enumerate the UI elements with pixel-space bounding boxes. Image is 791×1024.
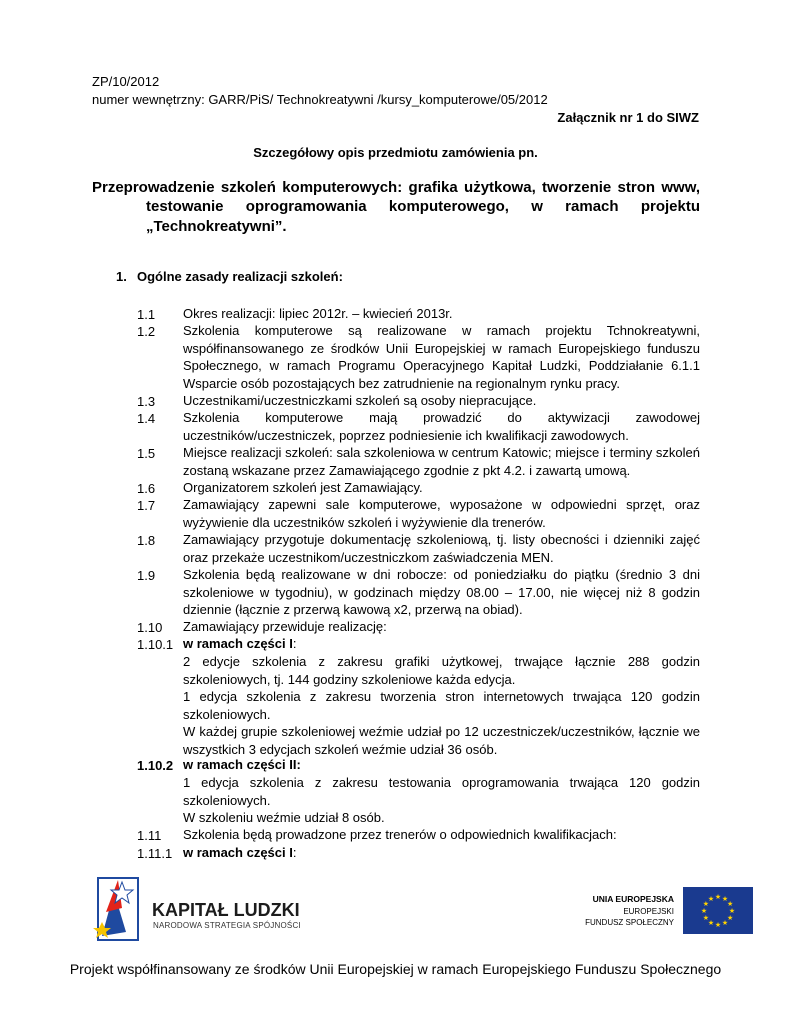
item-text: Społecznego, w ramach Programu Operacyjnego Kapitał Ludzki, Poddziałanie 6.1.1 bbox=[183, 358, 700, 373]
subitem-label: w ramach części II: bbox=[183, 757, 301, 772]
item-text: dziennie (łącznie z przerwą kawową x2, przerwą na obiad). bbox=[183, 602, 523, 617]
item-text: Miejsce realizacji szkoleń: sala szkoleniowa w centrum Katowic; miejsce i terminy szkoleń bbox=[183, 445, 700, 460]
list-item bbox=[183, 392, 700, 410]
item-text: zostaną wskazane przez Zamawiającego zgodnie z pkt 4.2. i zawartą umową. bbox=[183, 462, 631, 478]
list-item bbox=[183, 826, 700, 844]
title-line: „Technokreatywni”. bbox=[146, 218, 287, 235]
list-item bbox=[183, 479, 700, 497]
item-text: Szkolenia będą realizowane w dni robocze: od poniedziałku do piątku (średnio 3 dni bbox=[183, 567, 700, 582]
subitem-body bbox=[183, 653, 700, 758]
eu-star-icon: ★ bbox=[721, 920, 729, 928]
item-text: szkoleniowych. bbox=[183, 792, 271, 808]
item-text: W każdej grupie szkoleniowej weźmie udział po 12 uczestniczek/uczestników, łącznie we bbox=[183, 724, 700, 739]
item-text: uczestników/uczestniczek, poprzez podniesienie ich kwalifikacji zawodowych. bbox=[183, 427, 629, 443]
item-text: Szkolenia komputerowe mają prowadzić do aktywizacji zawodowej bbox=[183, 410, 700, 425]
list-item bbox=[183, 409, 700, 444]
item-text: Zamawiający przewiduje realizację: bbox=[183, 619, 387, 634]
item-text: oraz przekaże uczestnikom/uczestniczkom zaświadczenia MEN. bbox=[183, 549, 554, 565]
eu-line-2: EUROPEJSKI bbox=[623, 907, 674, 916]
title-line: testowanie oprogramowania komputerowego, w ramach projektu bbox=[146, 198, 700, 215]
reference-number: ZP/10/2012 bbox=[92, 74, 160, 89]
kapital-ludzki-title: KAPITAŁ LUDZKI bbox=[152, 900, 300, 920]
eu-star-icon: ★ bbox=[726, 915, 734, 922]
subitem-label: w ramach części I bbox=[183, 636, 293, 651]
eu-line-3: FUNDUSZ SPOŁECZNY bbox=[585, 918, 674, 927]
item-text: Szkolenia będą prowadzone przez trenerów o odpowiednich kwalifikacjach: bbox=[183, 827, 617, 842]
item-number: 1.4 bbox=[137, 411, 156, 426]
doc-title-continued bbox=[146, 197, 700, 237]
title-line: Przeprowadzenie szkoleń komputerowych: grafika użytkowa, tworzenie stron www, bbox=[92, 179, 700, 196]
eu-star-icon: ★ bbox=[702, 901, 710, 908]
item-text: Zamawiający przygotuje dokumentację szkoleniową, tj. listy obecności i dzienniki zajęć bbox=[183, 532, 700, 547]
section-heading: Ogólne zasady realizacji szkoleń: bbox=[137, 269, 343, 284]
kapital-ludzki-logo-icon bbox=[92, 872, 144, 946]
subitem-heading bbox=[183, 844, 700, 862]
subitem-heading bbox=[183, 756, 700, 774]
item-text: Uczestnikami/uczestniczkami szkoleń są osoby niepracujące. bbox=[183, 393, 537, 408]
item-text: szkoleniowe w tygodniu), w godzinach między 08.00 – 17.00, nie więcej niż 8 godzin bbox=[183, 584, 700, 600]
item-number: 1.11 bbox=[137, 828, 162, 843]
item-text: Organizatorem szkoleń jest Zamawiający. bbox=[183, 480, 423, 495]
eu-star-icon: ★ bbox=[714, 922, 722, 929]
item-number: 1.8 bbox=[137, 533, 156, 548]
item-number: 1.10 bbox=[137, 620, 163, 635]
list-item bbox=[183, 444, 700, 479]
subitem-number: 1.10.1 bbox=[137, 637, 174, 652]
list-item bbox=[183, 618, 700, 636]
item-text: 2 edycje szkolenia z zakresu grafiki użytkowej, trwające łącznie 288 godzin bbox=[183, 654, 700, 669]
attachment-label: Załącznik nr 1 do SIWZ bbox=[557, 110, 699, 125]
subitem-colon: : bbox=[292, 636, 297, 651]
project-cofinancing-note: Projekt współfinansowany ze środków Unii Europejskiej w ramach Europejskiego Funduszu Społecznego bbox=[69, 961, 722, 977]
eu-star-icon: ★ bbox=[714, 894, 722, 901]
list-item bbox=[183, 322, 700, 392]
eu-star-icon: ★ bbox=[702, 915, 710, 922]
eu-star-icon: ★ bbox=[726, 901, 734, 908]
item-number: 1.5 bbox=[137, 446, 156, 461]
item-number: 1.7 bbox=[137, 498, 156, 513]
subitem-label: w ramach części I bbox=[183, 845, 293, 860]
item-text: Szkolenia komputerowe są realizowane w ramach projektu Tchnokreatywni, bbox=[183, 323, 700, 338]
item-number: 1.3 bbox=[137, 394, 156, 409]
subitem-heading bbox=[183, 635, 700, 653]
item-text: wyżywienie dla uczestników szkoleń i wyżywienie dla trenerów. bbox=[183, 514, 546, 530]
list-item bbox=[183, 305, 700, 323]
section-number: 1. bbox=[116, 269, 127, 284]
eu-star-icon: ★ bbox=[707, 895, 715, 903]
item-text: szkoleniowych, tj. 144 godziny szkoleniowe każda edycja. bbox=[183, 671, 516, 687]
item-text: Okres realizacji: lipiec 2012r. – kwiecień 2013r. bbox=[183, 306, 453, 321]
item-text: szkoleniowych. bbox=[183, 706, 271, 722]
list-item bbox=[183, 496, 700, 531]
eu-star-icon: ★ bbox=[707, 920, 715, 928]
item-text: W szkoleniu weźmie udział 8 osób. bbox=[183, 810, 385, 825]
item-text: 1 edycja szkolenia z zakresu testowania oprogramowania trwająca 120 godzin bbox=[183, 775, 700, 790]
kapital-ludzki-subtitle: NARODOWA STRATEGIA SPÓJNOŚCI bbox=[153, 921, 301, 930]
item-text: Wsparcie osób pozostających bez zatrudnienie na regionalnym rynku pracy. bbox=[183, 375, 620, 391]
eu-flag-icon bbox=[683, 887, 753, 934]
item-text: wszystkich 3 edycjach szkoleń weźmie udział 36 osób. bbox=[183, 741, 498, 757]
internal-number: numer wewnętrzny: GARR/PiS/ Technokreatywni /kursy_komputerowe/05/2012 bbox=[92, 92, 548, 107]
eu-star-icon: ★ bbox=[721, 895, 729, 903]
eu-star-icon: ★ bbox=[728, 908, 736, 915]
doc-title bbox=[92, 178, 700, 198]
item-number: 1.1 bbox=[137, 307, 156, 322]
subitem-colon: : bbox=[292, 845, 297, 860]
subitem-body bbox=[183, 774, 700, 827]
item-text: 1 edycja szkolenia z zakresu tworzenia stron internetowych trwająca 120 godzin bbox=[183, 689, 700, 704]
item-text: współfinansowanego ze środków Unii Europejskiej w ramach Europejskiego funduszu bbox=[183, 340, 700, 356]
item-number: 1.2 bbox=[137, 324, 156, 339]
subitem-number: 1.10.2 bbox=[137, 758, 174, 773]
item-text: Zamawiający zapewni sale komputerowe, wyposażone w odpowiedni sprzęt, oraz bbox=[183, 497, 700, 512]
item-number: 1.6 bbox=[137, 481, 156, 496]
doc-subtitle: Szczegółowy opis przedmiotu zamówienia pn. bbox=[253, 145, 538, 160]
subitem-number: 1.11.1 bbox=[137, 846, 173, 861]
list-item bbox=[183, 531, 700, 566]
eu-star-icon: ★ bbox=[700, 908, 708, 915]
item-number: 1.9 bbox=[137, 568, 156, 583]
eu-line-1: UNIA EUROPEJSKA bbox=[592, 894, 674, 904]
list-item bbox=[183, 566, 700, 619]
